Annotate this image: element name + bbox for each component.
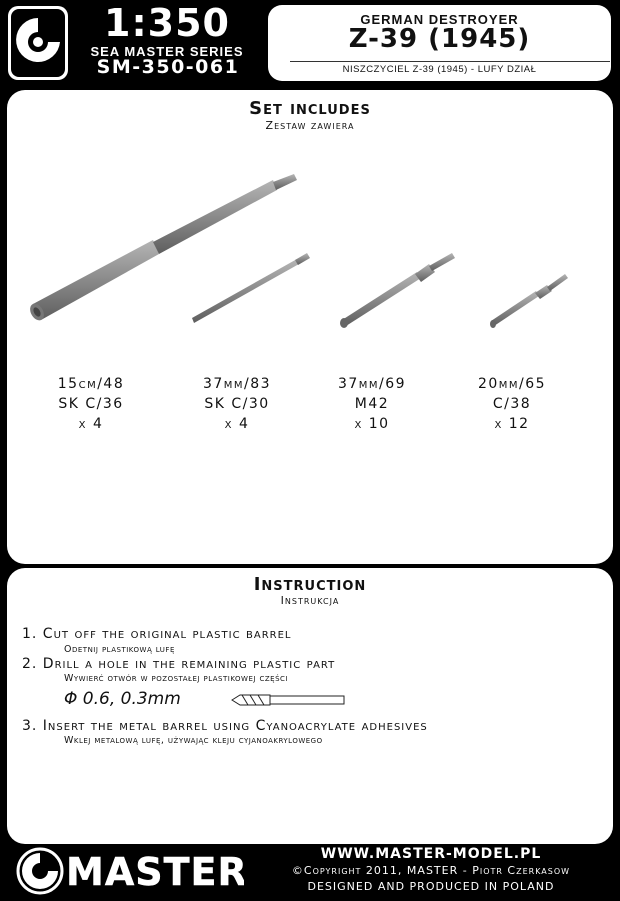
barrel-37mm-83 bbox=[192, 253, 310, 323]
item-caliber: 20mm/65 bbox=[477, 376, 547, 392]
item-model: C/38 bbox=[492, 396, 532, 412]
title-ship-name: Z-39 (1945) bbox=[348, 24, 531, 54]
item-caliber: 37mm/69 bbox=[337, 376, 407, 392]
series-label: SEA MASTER SERIES bbox=[90, 44, 244, 59]
item-37mm-69 bbox=[307, 374, 437, 434]
product-code: SM-350-061 bbox=[96, 56, 240, 78]
brand-text: MASTER bbox=[66, 850, 244, 894]
item-15cm bbox=[26, 374, 156, 434]
item-caliber: 37mm/83 bbox=[202, 376, 272, 392]
item-quantity: x 12 bbox=[494, 416, 530, 432]
barrels-illustration bbox=[7, 150, 613, 350]
master-brand-logo bbox=[14, 845, 244, 897]
item-model: SK C/36 bbox=[58, 396, 124, 412]
set-title: Set includes bbox=[249, 98, 371, 119]
item-quantity: x 4 bbox=[224, 416, 250, 432]
title-ship-type: GERMAN DESTROYER bbox=[360, 12, 519, 27]
copyright: ©Copyright 2011, MASTER - Piotr Czerkasow bbox=[291, 864, 571, 877]
title-polish: NISZCZYCIEL Z-39 (1945) - LUFY DZIAŁ bbox=[342, 64, 537, 75]
item-quantity: x 4 bbox=[78, 416, 104, 432]
step-2-polish: Wywierć otwór w pozostałej plastikowej części bbox=[64, 673, 288, 684]
item-quantity: x 10 bbox=[354, 416, 390, 432]
barrel-20mm-65 bbox=[490, 274, 568, 328]
barrel-15cm bbox=[27, 174, 297, 323]
title-divider bbox=[290, 61, 610, 62]
step-3: 3. Insert the metal barrel using Cyanoacrylate adhesives bbox=[22, 718, 428, 734]
set-subtitle: Zestaw zawiera bbox=[265, 119, 355, 132]
step-1-polish: Odetnij plastikową lufę bbox=[64, 644, 175, 655]
item-37mm-83 bbox=[172, 374, 302, 434]
barrel-37mm-69 bbox=[340, 253, 455, 328]
website-url[interactable]: WWW.MASTER-MODEL.PL bbox=[320, 846, 542, 862]
instruction-title: Instruction bbox=[253, 574, 367, 595]
scale-label: 1:350 bbox=[104, 1, 230, 45]
item-20mm-65 bbox=[447, 374, 577, 434]
item-model: M42 bbox=[354, 396, 390, 412]
drill-size: Φ 0.6, 0.3mm bbox=[64, 689, 181, 709]
item-caliber: 15cm/48 bbox=[57, 376, 125, 392]
step-3-polish: Wklej metalową lufę, używając kleju cyjanoakrylowego bbox=[64, 735, 323, 746]
master-logo-mark bbox=[8, 6, 68, 80]
step-1: 1. Cut off the original plastic barrel bbox=[22, 626, 292, 642]
made-in: DESIGNED AND PRODUCED IN POLAND bbox=[307, 880, 555, 893]
step-2: 2. Drill a hole in the remaining plastic part bbox=[22, 656, 336, 672]
item-model: SK C/30 bbox=[204, 396, 270, 412]
instruction-subtitle: Instrukcja bbox=[280, 594, 340, 607]
drill-bit-icon bbox=[230, 692, 346, 706]
